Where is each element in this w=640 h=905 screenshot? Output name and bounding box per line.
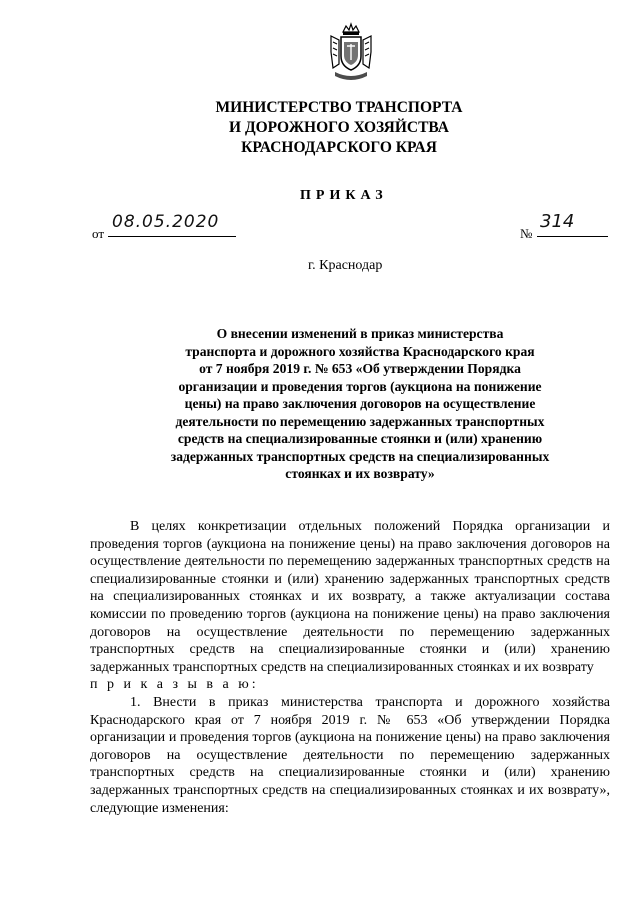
handwritten-date: 08.05.2020 [112,212,220,232]
ministry-line-2: И ДОРОЖНОГО ХОЗЯЙСТВА [229,119,449,136]
preamble-paragraph: В целях конкретизации отдельных положений Порядка организации и проведения торгов (аукциона на понижение цены) на право заключения договоров на осуществление деятельности по перемещению задержанных транспортных средств на специализированные стоянки и (или) хранению задержанных транспортных средств на специализированных стоянках и их возврату, а также актуализации состава комиссии по проведению торгов (аукциона на понижение цены) на право заключения договоров на осуществление деятельности по перемещению задержанных транспортных средств на специализированные стоянки и (или) хранению задержанных транспортных средств на специализированных стоянках и их возврату [90,519,610,675]
ministry-line-1: МИНИСТЕРСТВО ТРАНСПОРТА [215,99,463,116]
title-line: задержанных транспортных средств на специализированных [170,448,550,464]
document-type: ПРИКАЗ [300,188,388,203]
number-prefix: № [520,226,533,241]
ministry-line-3: КРАСНОДАРСКОГО КРАЯ [241,139,437,156]
order-body [90,518,610,817]
coat-of-arms-icon [327,22,375,84]
directive-word: п р и к а з ы в а ю: [90,677,259,693]
number-underline [537,236,608,237]
title-line: О внесении изменений в приказ министерства [216,326,504,341]
title-line: цены) на право заключения договоров на осуществление [184,396,536,411]
ministry-name [0,98,640,158]
title-line: стоянках и их возврату» [285,466,435,481]
date-prefix: от [92,226,105,241]
title-line: транспорта и дорожного хозяйства Краснодарского края [185,343,535,359]
title-line: от 7 ноября 2019 г. № 653 «Об утверждении Порядка [199,361,521,376]
order-title [140,325,580,483]
date-underline [108,236,236,237]
clause-1-paragraph: 1. Внести в приказ министерства транспорта и дорожного хозяйства Краснодарского края от 7 ноября 2019 г. № 653 «Об утверждении Порядка организации и проведения торгов (аукциона на понижение цены) на право заключения договоров на осуществление деятельности по перемещению задержанных транспортных средств на специализированные стоянки и (или) хранению задержанных транспортных средств на специализированных стоянках и их возврату», следующие изменения: [90,694,610,816]
city-line: г. Краснодар [308,258,383,273]
title-line: деятельности по перемещению задержанных транспортных [175,413,545,429]
title-line: средств на специализированные стоянки и (или) хранению [177,431,543,446]
title-line: организации и проведения торгов (аукциона на понижение [178,378,542,394]
handwritten-number: 314 [540,211,575,232]
